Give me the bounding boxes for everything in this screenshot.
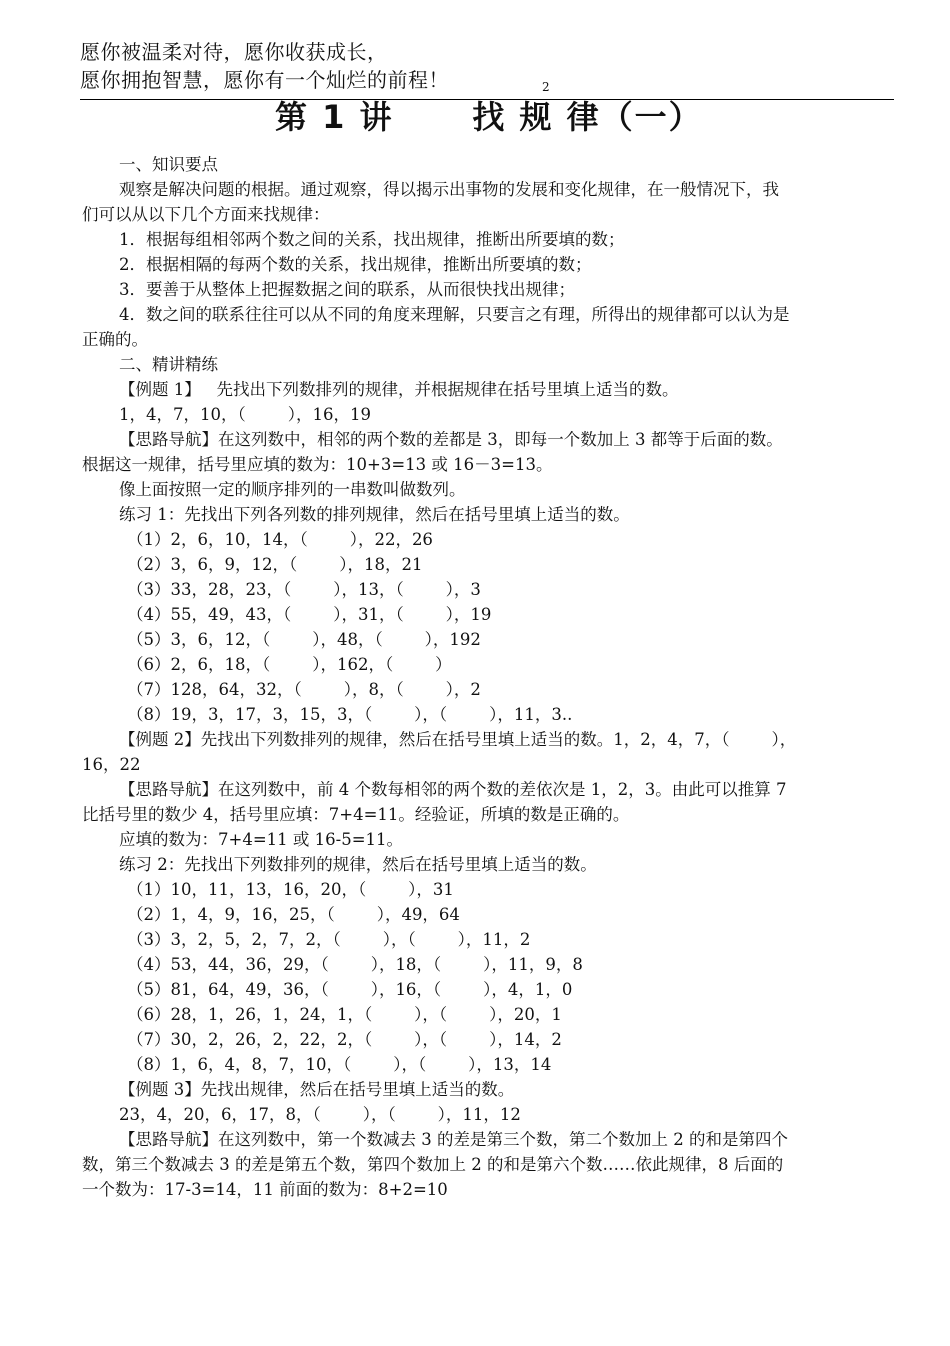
text-line: 一、知识要点 [119,155,218,174]
text-line: 一个数为：17-3=14，11 前面的数为：8+2=10 [82,1180,448,1199]
text-line: 根据这一规律，括号里应填的数为：10+3=13 或 16－3=13。 [82,455,553,474]
text-line: 3．要善于从整体上把握数据之间的联系，从而很快找出规律； [119,280,575,299]
text-line: 正确的。 [82,330,148,349]
text-line: 们可以从以下几个方面来找规律： [82,205,330,224]
text-line: （3）33，28，23，（ ），13，（ ），3 [127,580,481,599]
text-line: 【思路导航】在这列数中，第一个数减去 3 的差是第三个数，第二个数加上 2 的和是第四个 [119,1130,788,1149]
text-line: 1，4，7，10，（ ），16，19 [119,405,371,424]
text-line: （6）28，1，26，1，24，1，（ ），（ ），20，1 [127,1005,562,1024]
text-line: （7）30，2，26，2，22，2，（ ），（ ），14，2 [127,1030,562,1049]
text-line: 观察是解决问题的根据。通过观察，得以揭示出事物的发展和变化规律，在一般情况下，我 [119,180,779,199]
text-line: （4）53，44，36，29，（ ），18，（ ），11，9，8 [127,955,583,974]
text-line: （5）81，64，49，36，（ ），16，（ ），4，1，0 [127,980,573,999]
text-line: 4．数之间的联系往往可以从不同的角度来理解，只要言之有理，所得出的规律都可以认为是 [119,305,790,324]
text-line: （7）128，64，32，（ ），8，（ ），2 [127,680,481,699]
text-line: （8）19，3，17，3，15，3，（ ），（ ），11，3.. [127,705,573,724]
text-line: 练习 2：先找出下列数排列的规律，然后在括号里填上适当的数。 [119,855,597,874]
text-line: 1．根据每组相邻两个数之间的关系，找出规律，推断出所要填的数； [119,230,625,249]
text-line: 【思路导航】在这列数中，前 4 个数每相邻的两个数的差依次是 1，2，3。由此可以推算 7 [119,780,787,799]
motto-line-2: 愿你拥抱智慧，愿你有一个灿烂的前程！ [80,68,449,92]
lesson-title: 第 1 讲 找 规 律（一） [275,98,703,136]
text-line: （1）2，6，10，14，（ ），22，26 [127,530,433,549]
text-line: 【思路导航】在这列数中，相邻的两个数的差都是 3，即每一个数加上 3 都等于后面的数。 [119,430,783,449]
text-line: 23，4，20，6，17，8，（ ），（ ），11，12 [119,1105,521,1124]
text-line: （5）3，6，12，（ ），48，（ ），192 [127,630,481,649]
text-line: （2）1，4，9，16，25，（ ），49，64 [127,905,460,924]
text-line: （2）3，6，9，12，（ ），18，21 [127,555,423,574]
text-line: 应填的数为：7+4=11 或 16-5=11。 [119,830,404,849]
text-line: 练习 1：先找出下列各列数的排列规律，然后在括号里填上适当的数。 [119,505,630,524]
page-number: 2 [542,80,550,94]
text-line: 【例题 1】 先找出下列数排列的规律，并根据规律在括号里填上适当的数。 [119,380,679,399]
text-line: 2．根据相隔的每两个数的关系，找出规律，推断出所要填的数； [119,255,592,274]
text-line: 像上面按照一定的顺序排列的一串数叫做数列。 [119,480,466,499]
text-line: 【例题 2】先找出下列数排列的规律，然后在括号里填上适当的数。1，2，4，7，（ ）， [119,730,797,749]
motto-line-1: 愿你被温柔对待，愿你收获成长， [80,40,388,64]
text-line: 16，22 [82,755,141,774]
text-line: 二、精讲精练 [119,355,218,374]
text-line: 数，第三个数减去 3 的差是第五个数，第四个数加上 2 的和是第六个数……依此规律，8 后面的 [82,1155,784,1174]
text-line: （3）3，2，5，2，7，2，（ ），（ ），11，2 [127,930,531,949]
text-line: （1）10，11，13，16，20，（ ），31 [127,880,454,899]
text-line: （6）2，6，18，（ ），162，（ ） [127,655,452,674]
text-line: （8）1，6，4，8，7，10，（ ），（ ），13，14 [127,1055,552,1074]
text-line: （4）55，49，43，（ ），31，（ ），19 [127,605,492,624]
text-line: 比括号里的数少 4，括号里应填：7+4=11。经验证，所填的数是正确的。 [82,805,630,824]
text-line: 【例题 3】先找出规律，然后在括号里填上适当的数。 [119,1080,515,1099]
document-body [82,152,894,1202]
